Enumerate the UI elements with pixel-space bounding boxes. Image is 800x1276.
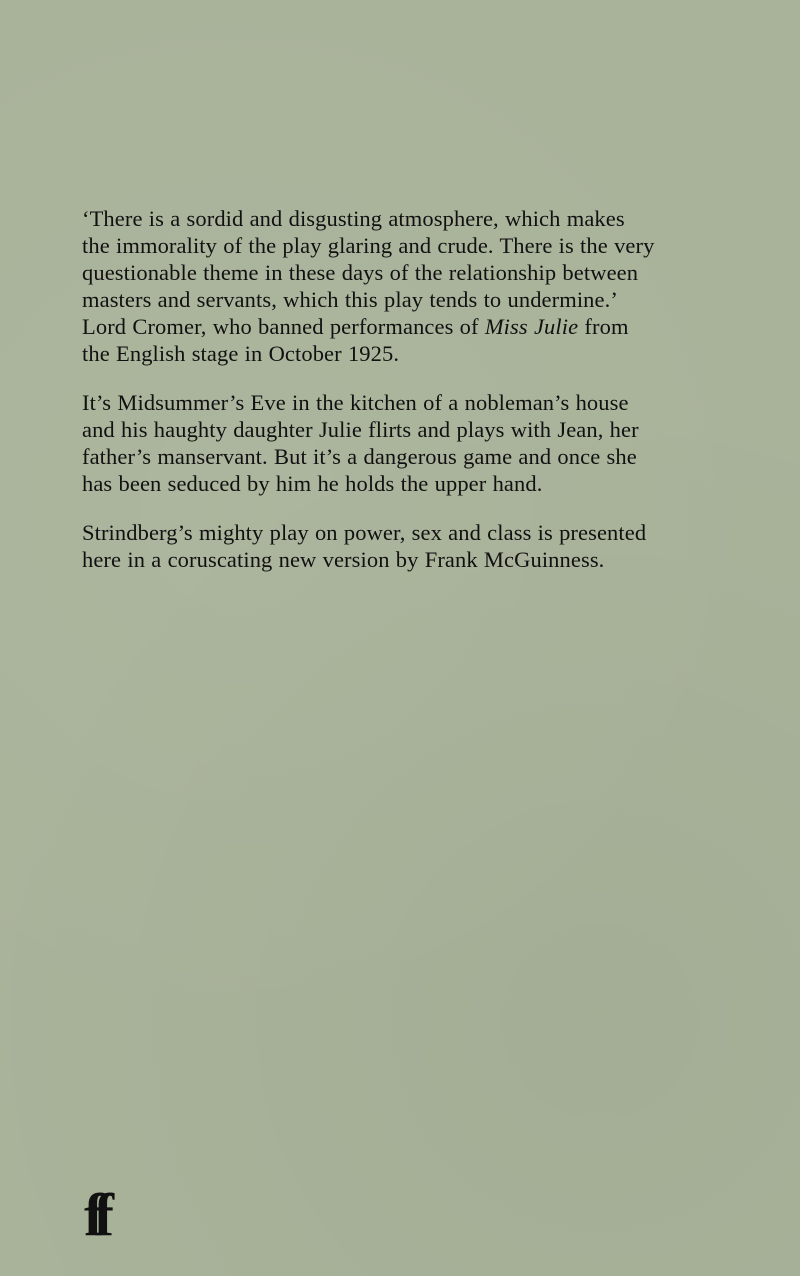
faber-logo-icon: ff (84, 1182, 104, 1248)
synopsis-line: It’s Midsummer’s Eve in the kitchen of a nobleman’s house (82, 390, 629, 415)
pitch-line: Strindberg’s mighty play on power, sex and class is presented (82, 520, 647, 545)
quote-paragraph (82, 205, 722, 367)
synopsis-line: father’s manservant. But it’s a dangerous game and once she (82, 444, 637, 469)
attribution-text-end: from (578, 314, 629, 339)
synopsis-line: and his haughty daughter Julie flirts and plays with Jean, her (82, 417, 639, 442)
attribution-text: Lord Cromer, who banned performances of (82, 314, 485, 339)
attribution-line (82, 313, 722, 340)
blurb-text (82, 205, 722, 595)
quote-line: masters and servants, which this play tends to undermine.’ (82, 287, 618, 312)
attribution-line-last: the English stage in October 1925. (82, 341, 400, 366)
synopsis-line: has been seduced by him he holds the upper hand. (82, 471, 543, 496)
quote-line: the immorality of the play glaring and crude. There is the very (82, 233, 655, 258)
play-title: Miss Julie (484, 314, 579, 339)
synopsis-paragraph (82, 389, 722, 497)
quote-line: ‘There is a sordid and disgusting atmosphere, which makes (82, 206, 625, 231)
quote-line: questionable theme in these days of the relationship between (82, 260, 639, 285)
pitch-line: here in a coruscating new version by Frank McGuinness. (82, 547, 605, 572)
pitch-paragraph (82, 519, 722, 573)
